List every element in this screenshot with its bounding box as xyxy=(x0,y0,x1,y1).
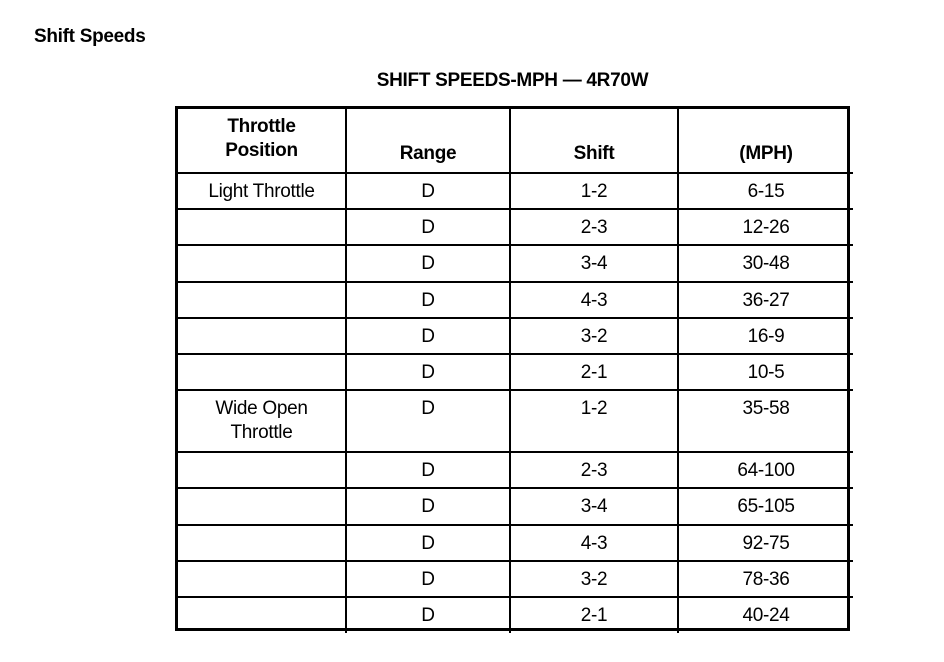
cell-shift: 1-2 xyxy=(510,173,678,209)
cell-shift: 3-4 xyxy=(510,245,678,282)
cell-throttle-position xyxy=(178,209,346,245)
cell-range: D xyxy=(346,282,510,318)
header-throttle-line2: Position xyxy=(225,140,298,161)
cell-range: D xyxy=(346,354,510,390)
shift-speeds-table-frame xyxy=(175,106,850,631)
cell-throttle-position xyxy=(178,282,346,318)
cell-shift: 3-2 xyxy=(510,561,678,597)
cell-range: D xyxy=(346,488,510,525)
cell-throttle-position xyxy=(178,561,346,597)
cell-range: D xyxy=(346,525,510,561)
cell-range: D xyxy=(346,452,510,488)
cell-range: D xyxy=(346,318,510,354)
table-row xyxy=(178,245,853,282)
cell-throttle-position xyxy=(178,452,346,488)
cell-range: D xyxy=(346,561,510,597)
cell-mph: 36-27 xyxy=(678,282,853,318)
cell-throttle-position xyxy=(178,525,346,561)
header-throttle-position xyxy=(178,109,346,173)
table-row xyxy=(178,209,853,245)
header-range: Range xyxy=(346,109,510,173)
cell-range: D xyxy=(346,209,510,245)
page-heading: Shift Speeds xyxy=(34,26,146,47)
cell-mph: 12-26 xyxy=(678,209,853,245)
cell-shift: 3-4 xyxy=(510,488,678,525)
cell-shift: 4-3 xyxy=(510,525,678,561)
cell-mph: 16-9 xyxy=(678,318,853,354)
cell-throttle-position xyxy=(178,597,346,633)
throttle-line1: Light Throttle xyxy=(208,181,315,202)
table-row xyxy=(178,525,853,561)
throttle-line2: Throttle xyxy=(230,422,293,443)
table-row xyxy=(178,390,853,452)
table-row xyxy=(178,561,853,597)
table-row xyxy=(178,452,853,488)
header-throttle-line1: Throttle xyxy=(227,116,296,137)
cell-mph: 30-48 xyxy=(678,245,853,282)
cell-range: D xyxy=(346,597,510,633)
table-title: SHIFT SPEEDS-MPH — 4R70W xyxy=(376,70,649,91)
cell-range: D xyxy=(346,390,510,452)
cell-mph: 6-15 xyxy=(678,173,853,209)
cell-shift: 2-1 xyxy=(510,597,678,633)
table-row xyxy=(178,354,853,390)
cell-mph: 64-100 xyxy=(678,452,853,488)
cell-range: D xyxy=(346,173,510,209)
cell-mph: 40-24 xyxy=(678,597,853,633)
table-body xyxy=(178,173,853,633)
cell-mph: 78-36 xyxy=(678,561,853,597)
cell-shift: 3-2 xyxy=(510,318,678,354)
header-mph: (MPH) xyxy=(678,109,853,173)
table-row xyxy=(178,318,853,354)
cell-throttle-position xyxy=(178,173,346,209)
cell-shift: 2-3 xyxy=(510,452,678,488)
cell-shift: 4-3 xyxy=(510,282,678,318)
shift-speeds-table xyxy=(178,109,853,633)
cell-mph: 35-58 xyxy=(678,390,853,452)
table-header-row xyxy=(178,109,853,173)
cell-throttle-position xyxy=(178,354,346,390)
cell-throttle-position xyxy=(178,245,346,282)
cell-shift: 2-1 xyxy=(510,354,678,390)
table-row xyxy=(178,282,853,318)
table-row xyxy=(178,597,853,633)
cell-mph: 10-5 xyxy=(678,354,853,390)
cell-throttle-position xyxy=(178,390,346,452)
throttle-line1: Wide Open xyxy=(215,398,308,419)
table-row xyxy=(178,488,853,525)
table-row xyxy=(178,173,853,209)
cell-shift: 1-2 xyxy=(510,390,678,452)
cell-throttle-position xyxy=(178,318,346,354)
cell-throttle-position xyxy=(178,488,346,525)
cell-mph: 65-105 xyxy=(678,488,853,525)
cell-range: D xyxy=(346,245,510,282)
cell-mph: 92-75 xyxy=(678,525,853,561)
header-shift: Shift xyxy=(510,109,678,173)
cell-shift: 2-3 xyxy=(510,209,678,245)
